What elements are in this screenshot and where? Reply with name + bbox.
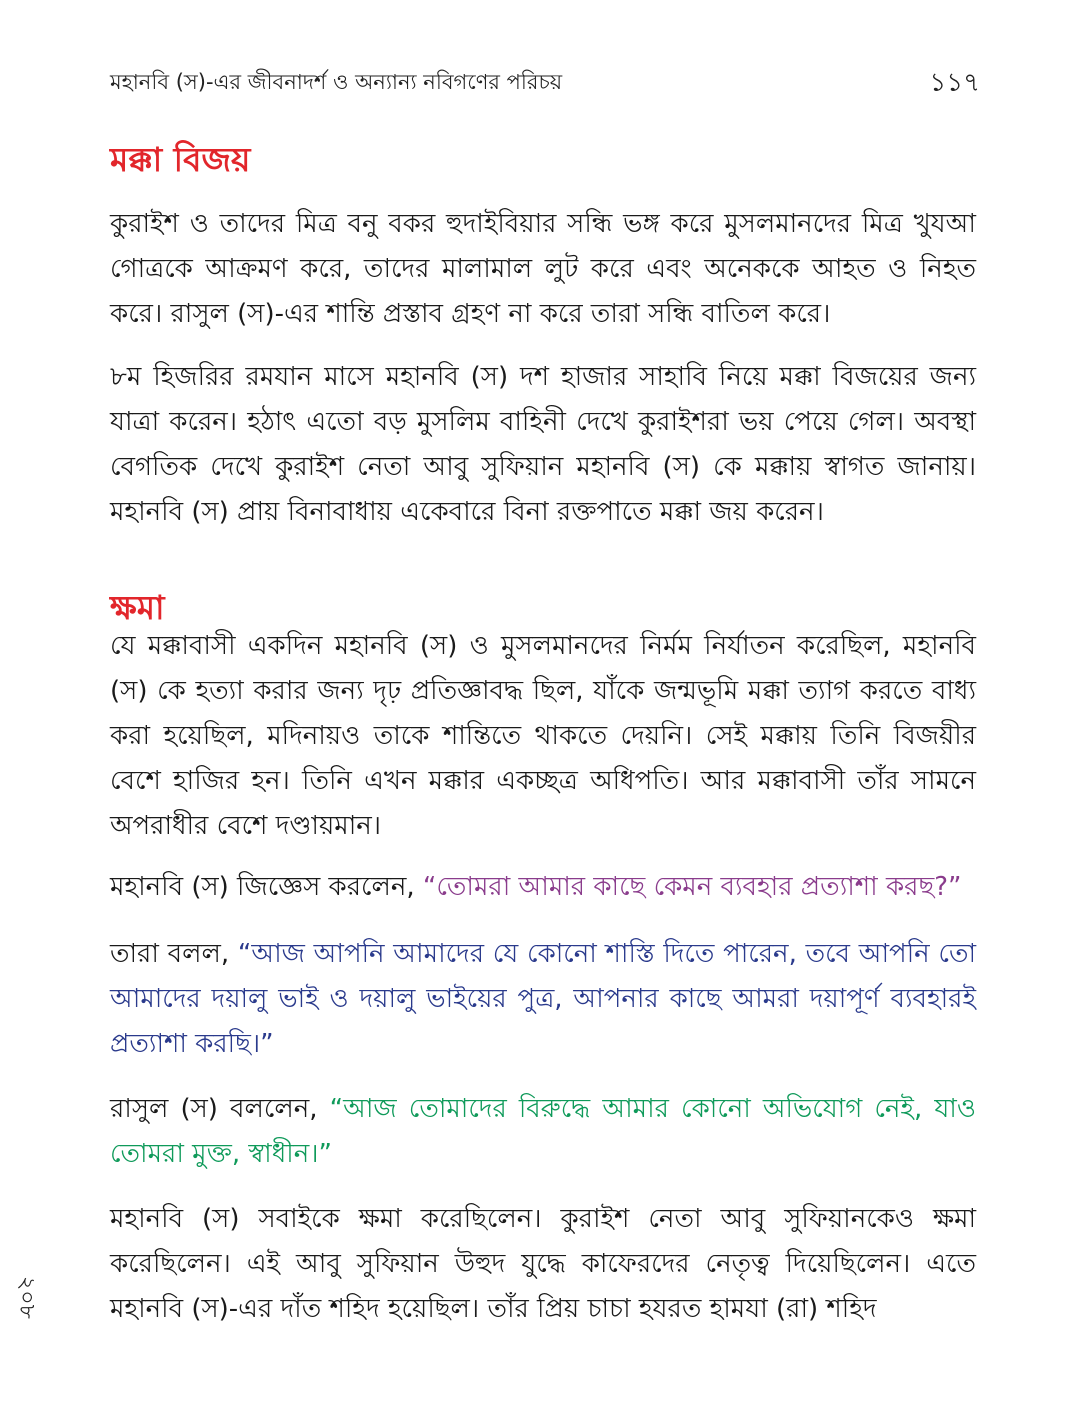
dialogue-question-quote: “তোমরা আমার কাছে কেমন ব্যবহার প্রত্যাশা করছ?” xyxy=(422,872,962,902)
paragraph-treaty-breach: কুরাইশ ও তাদের মিত্র বনু বকর হুদাইবিয়ার সন্ধি ভঙ্গ করে মুসলমানদের মিত্র খুযআ গোত্রকে আক্রমণ করে, তাদের মালামাল লুট করে এবং অনেককে আহত ও নিহত করে। রাসুল (স)-এর শান্তি প্রস্তাব গ্রহণ না করে তারা সন্ধি বাতিল করে। xyxy=(110,209,976,329)
paragraph-conquest: ৮ম হিজরির রমযান মাসে মহানবি (স) দশ হাজার সাহাবি নিয়ে মক্কা বিজয়ের জন্য যাত্রা করেন। হঠাৎ এতো বড় মুসলিম বাহিনী দেখে কুরাইশরা ভয় পেয়ে গেল। অবস্থা বেগতিক দেখে কুরাইশ নেতা আবু সুফিয়ান মহানবি (স) কে মক্কায় স্বাগত জানায়। মহানবি (স) প্রায় বিনাবাধায় একেবারে বিনা রক্তপাতে মক্কা জয় করেন। xyxy=(110,362,976,527)
dialogue-answer-lead: রাসুল (স) বললেন, xyxy=(110,1094,330,1124)
dialogue-question-lead: মহানবি (স) জিজ্ঞেস করলেন, xyxy=(110,872,423,902)
running-header: মহানবি (স)-এর জীবনাদর্শ ও অন্যান্য নবিগণের পরিচয় xyxy=(110,70,563,94)
dialogue-reply-lead: তারা বলল, xyxy=(110,939,238,969)
dialogue-answer-quote: “আজ তোমাদের বিরুদ্ধে আমার কোনো অভিযোগ নেই, যাও তোমরা মুক্ত, স্বাধীন।” xyxy=(110,1094,976,1169)
section-heading-makka-bijoy: মক্কা বিজয় xyxy=(110,140,251,179)
paragraph-forgiveness-context: যে মক্কাবাসী একদিন মহানবি (স) ও মুসলমানদের নির্মম নির্যাতন করেছিল, মহানবি (স) কে হত্যা করার জন্য দৃঢ় প্রতিজ্ঞাবদ্ধ ছিল, যাঁকে জন্মভূমি মক্কা ত্যাগ করতে বাধ্য করা হয়েছিল, মদিনায়ও তাকে শান্তিতে থাকতে দেয়নি। সেই মক্কায় তিনি বিজয়ীর বেশে হাজির হন। তিনি এখন মক্কার একচ্ছত্র অধিপতি। আর মক্কাবাসী তাঁর সামনে অপরাধীর বেশে দণ্ডায়মান। xyxy=(110,631,976,841)
paragraph-abu-sufiyan: মহানবি (স) সবাইকে ক্ষমা করেছিলেন। কুরাইশ নেতা আবু সুফিয়ানকেও ক্ষমা করেছিলেন। এই আবু সুফিয়ান উহুদ যুদ্ধে কাফেরদের নেতৃত্ব দিয়েছিলেন। এতে মহানবি (স)-এর দাঁত শহিদ হয়েছিল। তাঁর প্রিয় চাচা হযরত হামযা (রা) শহিদ xyxy=(110,1204,976,1324)
page-number: ১১৭ xyxy=(929,68,980,98)
dialogue-reply-quote: “আজ আপনি আমাদের যে কোনো শাস্তি দিতে পারেন, তবে আপনি তো আমাদের দয়ালু ভাই ও দয়ালু ভাইয়ের পুত্র, আপনার কাছে আমরা দয়াপূর্ণ ব্যবহারই প্রত্যাশা করছি।” xyxy=(110,939,976,1059)
side-page-code: ২০৮ xyxy=(14,1276,39,1319)
dialogue-question xyxy=(110,865,976,910)
dialogue-answer xyxy=(110,1087,976,1177)
section-heading-khoma: ক্ষমা xyxy=(110,588,165,627)
dialogue-reply xyxy=(110,932,976,1067)
